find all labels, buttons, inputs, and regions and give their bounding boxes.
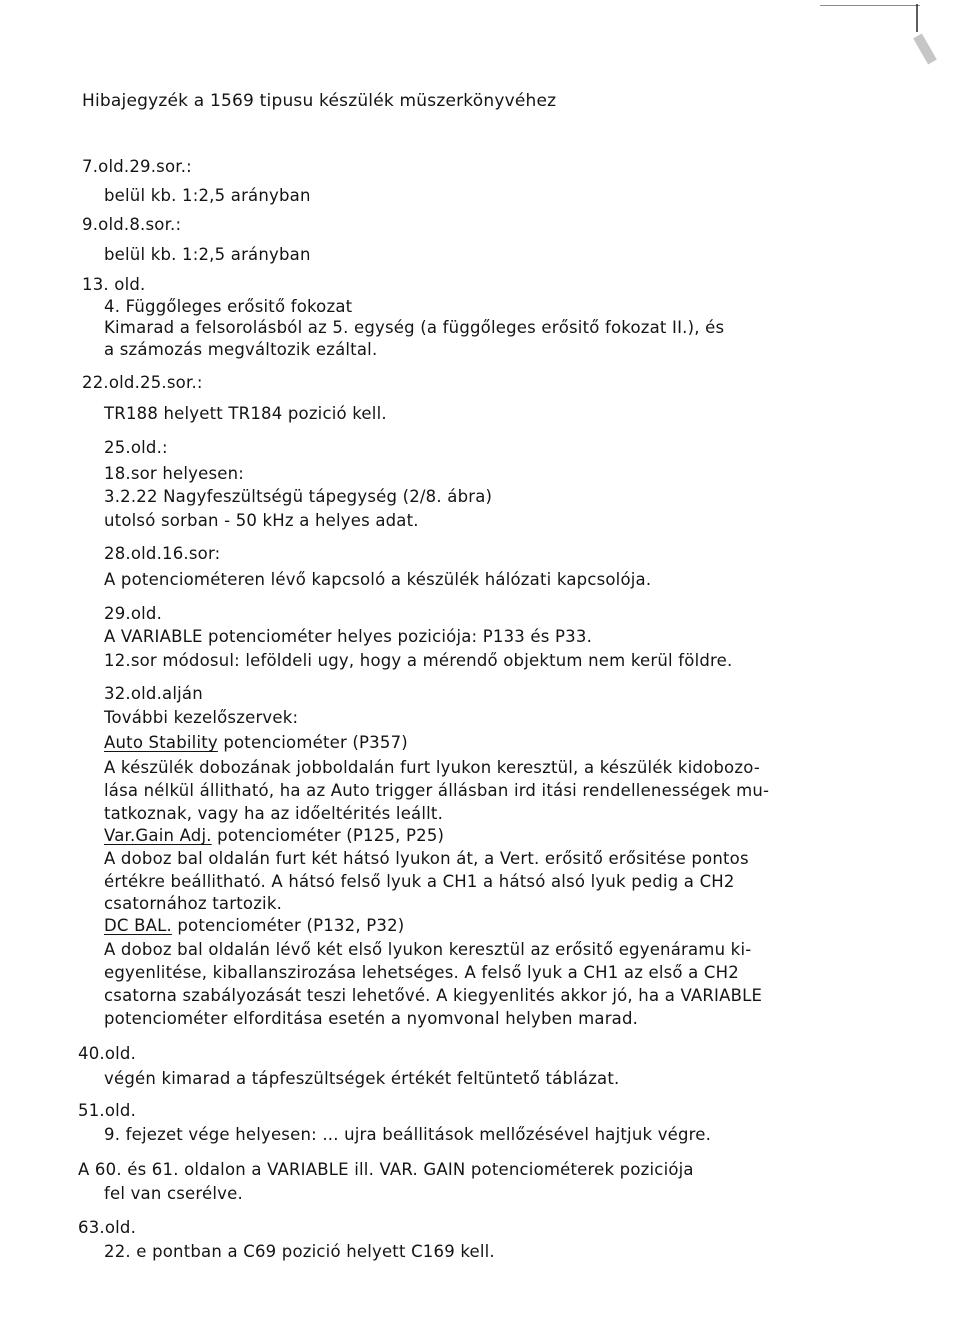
control-desc: potenciométer (P132, P32): [177, 916, 405, 935]
text-line: egyenlitése, kiballanszirozása lehetséges. A felső lyuk a CH1 az első a CH2: [104, 963, 739, 982]
text-line: lása nélkül állitható, ha az Auto trigger állásban ird itási rendellenességek mu-: [104, 781, 770, 800]
text-line: A készülék dobozának jobboldalán furt lyukon keresztül, a készülék kidobozo-: [104, 758, 760, 777]
text-line: tatkoznak, vagy ha az időeltérités leállt.: [104, 804, 444, 823]
text-line: 29.old.: [104, 604, 163, 623]
text-line: A doboz bal oldalán lévő két első lyukon keresztül az erősitő egyenáramu ki-: [104, 940, 752, 959]
scan-mark: [913, 34, 937, 65]
text-line: További kezelőszervek:: [104, 708, 299, 727]
text-line: 13. old.: [82, 275, 146, 294]
text-line: TR188 helyett TR184 pozició kell.: [104, 404, 387, 423]
text-line: potenciométer elforditása esetén a nyomvonal helyben marad.: [104, 1009, 639, 1028]
text-line: 9. fejezet vége helyesen: ... ujra beállitások mellőzésével hajtjuk végre.: [104, 1125, 712, 1144]
control-name: DC BAL.: [104, 916, 172, 935]
text-line: 63.old.: [78, 1218, 137, 1237]
text-line: A 60. és 61. oldalon a VARIABLE ill. VAR. GAIN potenciométerek poziciója: [78, 1160, 694, 1179]
text-line: A VARIABLE potenciométer helyes poziciója: P133 és P33.: [104, 627, 593, 646]
text-line: 18.sor helyesen:: [104, 464, 245, 483]
text-line: a számozás megváltozik ezáltal.: [104, 340, 378, 359]
control-line: [104, 733, 408, 753]
text-line: 32.old.alján: [104, 684, 203, 703]
text-line: 28.old.16.sor:: [104, 544, 221, 563]
text-line: belül kb. 1:2,5 arányban: [104, 245, 311, 264]
text-line: 25.old.:: [104, 438, 168, 457]
text-line: 12.sor módosul: leföldeli ugy, hogy a mérendő objektum nem kerül földre.: [104, 651, 733, 670]
text-line: értékre beállitható. A hátsó felső lyuk a CH1 a hátsó alsó lyuk pedig a CH2: [104, 872, 735, 891]
text-line: 40.old.: [78, 1044, 137, 1063]
control-desc: potenciométer (P125, P25): [217, 826, 445, 845]
text-line: 7.old.29.sor.:: [82, 157, 192, 176]
control-name: Var.Gain Adj.: [104, 826, 212, 845]
control-line: [104, 826, 444, 846]
text-line: 9.old.8.sor.:: [82, 215, 182, 234]
text-line: belül kb. 1:2,5 arányban: [104, 186, 311, 205]
scan-mark: [916, 4, 918, 32]
control-line: [104, 916, 404, 936]
scan-mark: [820, 5, 920, 6]
text-line: 3.2.22 Nagyfeszültségü tápegység (2/8. ábra): [104, 487, 493, 506]
text-line: 22.old.25.sor.:: [82, 373, 203, 392]
text-line: végén kimarad a tápfeszültségek értékét feltüntető táblázat.: [104, 1069, 620, 1088]
document-title: Hibajegyzék a 1569 tipusu készülék müszerkönyvéhez: [82, 91, 557, 111]
text-line: A doboz bal oldalán furt két hátsó lyukon át, a Vert. erősitő erősitése pontos: [104, 849, 749, 868]
text-line: utolsó sorban - 50 kHz a helyes adat.: [104, 511, 419, 530]
text-line: Kimarad a felsorolásból az 5. egység (a függőleges erősitő fokozat II.), és: [104, 318, 725, 337]
text-line: csatornához tartozik.: [104, 894, 283, 913]
text-line: 51.old.: [78, 1101, 137, 1120]
text-line: fel van cserélve.: [104, 1184, 243, 1203]
control-desc: potenciométer (P357): [223, 733, 408, 752]
text-line: 22. e pontban a C69 pozició helyett C169 kell.: [104, 1242, 495, 1261]
text-line: csatorna szabályozását teszi lehetővé. A kiegyenlités akkor jó, ha a VARIABLE: [104, 986, 763, 1005]
text-line: A potenciométeren lévő kapcsoló a készülék hálózati kapcsolója.: [104, 570, 652, 589]
text-line: 4. Függőleges erősitő fokozat: [104, 297, 353, 316]
control-name: Auto Stability: [104, 733, 218, 752]
